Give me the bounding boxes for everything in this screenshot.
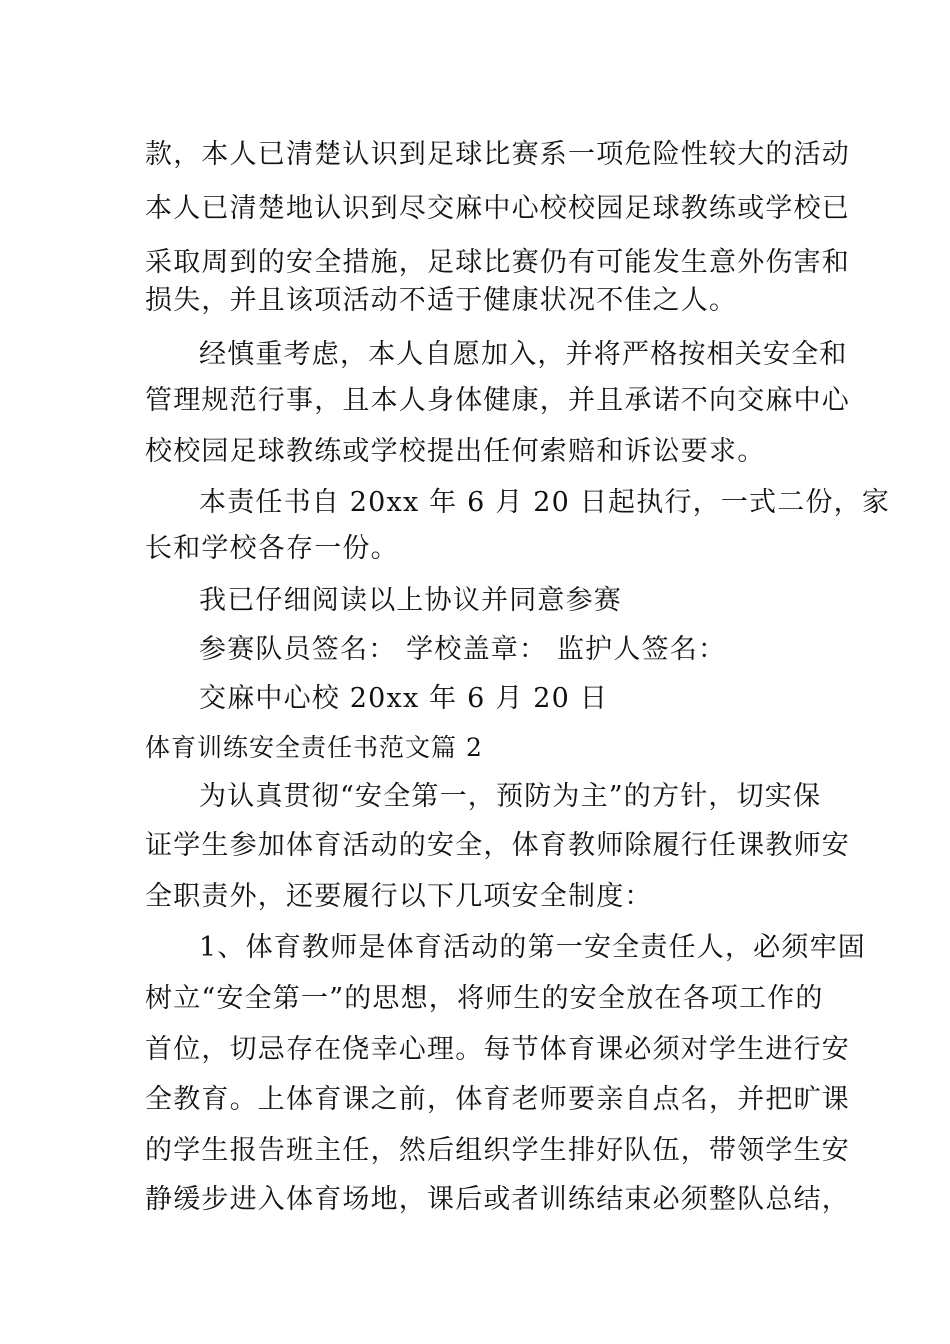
text-line-4: 损失，并且该项活动不适于健康状况不佳之人。 xyxy=(145,285,738,316)
text-line-6: 管理规范行事，且本人身体健康，并且承诺不向交麻中心 xyxy=(145,385,850,416)
text-line-13: 为认真贯彻“安全第一，预防为主”的方针，切实保 xyxy=(199,781,822,812)
text-line-12: 交麻中心校 20xx 年 6 月 20 日 xyxy=(199,683,609,714)
text-line-16: 1、体育教师是体育活动的第一安全责任人，必须牢固 xyxy=(199,932,866,963)
text-line-18: 首位，切忌存在侥幸心理。每节体育课必须对学生进行安 xyxy=(145,1034,850,1065)
text-line-9: 长和学校各存一份。 xyxy=(145,533,399,564)
text-line-3: 采取周到的安全措施，足球比赛仍有可能发生意外伤害和 xyxy=(145,247,850,278)
text-line-11: 参赛队员签名： 学校盖章： 监护人签名： xyxy=(199,634,727,665)
text-line-15: 全职责外，还要履行以下几项安全制度： xyxy=(145,881,653,912)
text-line-7: 校校园足球教练或学校提出任何索赔和诉讼要求。 xyxy=(145,436,766,467)
text-line-21: 静缓步进入体育场地，课后或者训练结束必须整队总结， xyxy=(145,1184,850,1215)
section-heading: 体育训练安全责任书范文篇 2 xyxy=(145,733,483,762)
text-line-14: 证学生参加体育活动的安全，体育教师除履行任课教师安 xyxy=(145,830,850,861)
text-line-8: 本责任书自 20xx 年 6 月 20 日起执行，一式二份，家 xyxy=(199,487,891,518)
text-line-10: 我已仔细阅读以上协议并同意参赛 xyxy=(199,585,622,616)
text-line-17: 树立“安全第一”的思想，将师生的安全放在各项工作的 xyxy=(145,983,824,1014)
text-line-19: 全教育。上体育课之前，体育老师要亲自点名，并把旷课 xyxy=(145,1084,850,1115)
text-line-1: 款，本人已清楚认识到足球比赛系一项危险性较大的活动 xyxy=(145,139,850,170)
text-line-2: 本人已清楚地认识到尽交麻中心校校园足球教练或学校已 xyxy=(145,193,850,224)
text-line-5: 经慎重考虑，本人自愿加入，并将严格按相关安全和 xyxy=(199,339,848,370)
text-line-20: 的学生报告班主任，然后组织学生排好队伍，带领学生安 xyxy=(145,1135,850,1166)
